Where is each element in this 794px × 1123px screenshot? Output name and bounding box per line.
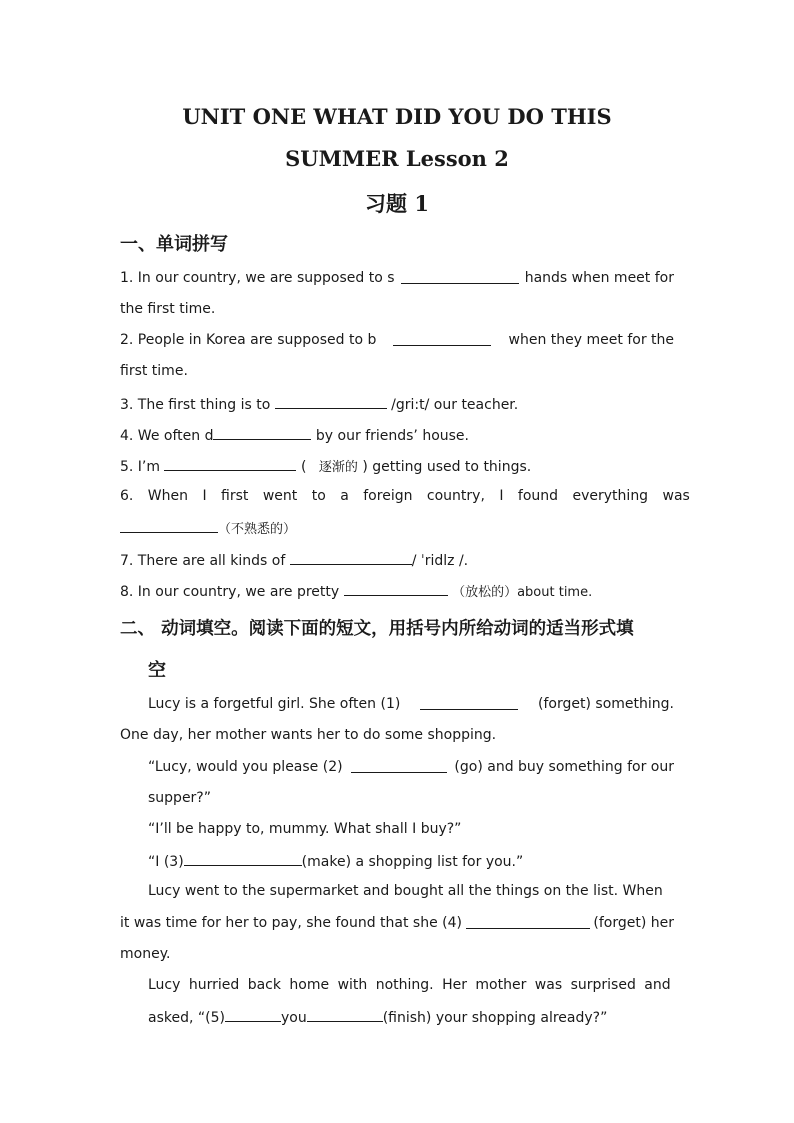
passage-line-4: supper?”: [148, 790, 211, 806]
passage-line-11-mid: you: [280, 1010, 307, 1026]
title-line-3: 习题 1: [365, 191, 429, 216]
question-7-text-end: / ˈridlz /.: [411, 553, 469, 569]
question-2-text-end: when they meet for the: [508, 332, 674, 348]
question-2-cont: first time.: [120, 363, 188, 379]
passage-line-3-end: (go) and buy something for our: [454, 759, 674, 775]
passage-line-6: [120, 851, 674, 871]
question-8-text-end: （放松的）about time.: [452, 585, 593, 600]
question-1-cont: the first time.: [120, 301, 216, 317]
answer-blank-4[interactable]: [213, 425, 311, 440]
passage-line-11-end: (finish) your shopping already?”: [382, 1010, 608, 1026]
title-line-1: UNIT ONE WHAT DID YOU DO THIS: [182, 104, 612, 129]
passage-line-11: [120, 1007, 674, 1027]
question-1: [120, 269, 674, 287]
question-6: 6. When I first went to a foreign country, I found everything was: [120, 488, 690, 504]
section-2-heading-cont: 空: [148, 660, 166, 681]
verb-blank-5a[interactable]: [225, 1007, 281, 1022]
passage-line-6-end: (make) a shopping list for you.”: [301, 854, 524, 870]
title-line-2: SUMMER Lesson 2: [285, 146, 509, 171]
question-8: [120, 581, 674, 602]
question-8-text: 8. In our country, we are pretty: [120, 584, 340, 600]
section-2-heading: 二、 动词填空。阅读下面的短文，用括号内所给动词的适当形式填: [120, 619, 634, 639]
passage-line-9: money.: [120, 946, 171, 962]
passage-line-1: [120, 695, 674, 713]
passage-line-7: Lucy went to the supermarket and bought all the things on the list. When: [148, 883, 663, 899]
question-6-hint: （不熟悉的）: [218, 522, 297, 537]
question-3-text-end: /gri:t/ our teacher.: [391, 397, 519, 413]
passage-line-1-end: (forget) something.: [538, 696, 674, 712]
answer-blank-5[interactable]: [164, 456, 296, 471]
question-5-text-end: ) getting used to things.: [362, 459, 532, 475]
answer-blank-2[interactable]: [393, 331, 491, 346]
question-5-hint: 逐渐的: [318, 460, 358, 475]
question-7-text: 7. There are all kinds of: [120, 553, 286, 569]
passage-line-10: Lucy hurried back home with nothing. Her mother was surprised and: [148, 977, 671, 993]
passage-line-2: One day, her mother wants her to do some shopping.: [120, 727, 497, 743]
answer-blank-3[interactable]: [275, 394, 387, 409]
question-3-text: 3. The first thing is to: [120, 397, 271, 413]
verb-blank-5b[interactable]: [307, 1007, 383, 1022]
question-2: [120, 331, 674, 349]
question-1-text-end: hands when meet for: [524, 270, 674, 286]
question-5-open-paren: (: [300, 459, 307, 475]
question-4: [120, 425, 674, 445]
question-2-text: 2. People in Korea are supposed to b: [120, 332, 377, 348]
verb-blank-2[interactable]: [351, 758, 447, 773]
passage-line-3: [120, 758, 674, 776]
answer-blank-1[interactable]: [401, 269, 519, 284]
question-3: [120, 394, 674, 414]
section-1-heading: 一、单词拼写: [120, 234, 228, 255]
question-7: [120, 550, 674, 570]
verb-blank-4[interactable]: [466, 914, 590, 929]
answer-blank-6[interactable]: [120, 518, 218, 533]
passage-line-8-text: it was time for her to pay, she found that she (4): [120, 915, 462, 931]
passage-line-8-end: (forget) her: [593, 915, 674, 931]
verb-blank-3[interactable]: [184, 851, 302, 866]
question-5: [120, 456, 674, 477]
question-4-text-end: by our friends’ house.: [315, 428, 469, 444]
passage-line-8: [120, 914, 674, 932]
passage-line-5: “I’ll be happy to, mummy. What shall I buy?”: [148, 821, 462, 837]
verb-blank-1[interactable]: [420, 695, 518, 710]
question-4-text: 4. We often d: [120, 428, 214, 444]
passage-line-3-text: “Lucy, would you please (2): [148, 759, 343, 775]
passage-line-6-text: “I (3): [148, 854, 184, 870]
passage-line-11-text: asked, “(5): [148, 1010, 225, 1026]
question-1-text: 1. In our country, we are supposed to s: [120, 270, 395, 286]
question-5-text: 5. I’m: [120, 459, 161, 475]
passage-line-1-text: Lucy is a forgetful girl. She often (1): [148, 696, 401, 712]
answer-blank-8[interactable]: [344, 581, 448, 596]
question-6-cont: [120, 518, 674, 539]
answer-blank-7[interactable]: [290, 550, 412, 565]
